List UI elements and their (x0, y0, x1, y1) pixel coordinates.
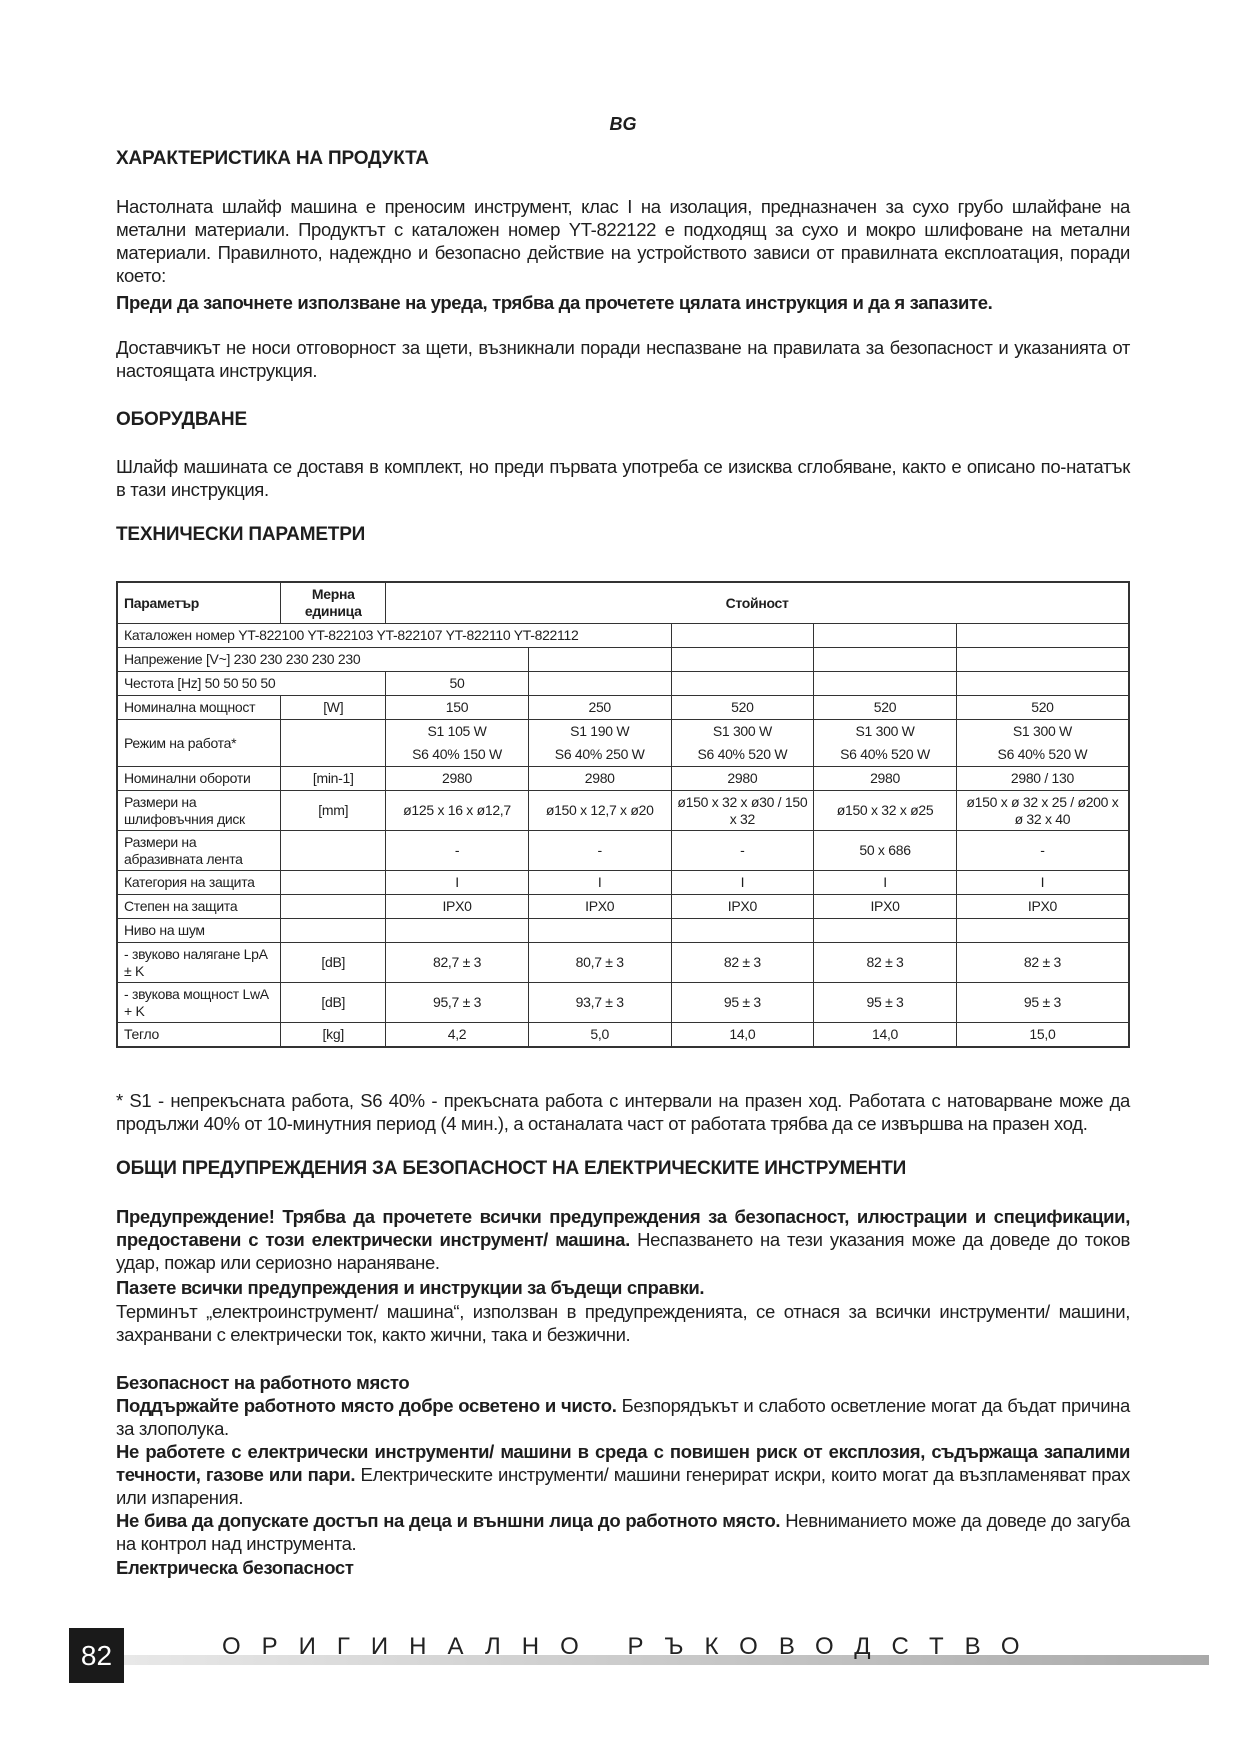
section-title-technical: ТЕХНИЧЕСКИ ПАРАМЕТРИ (116, 524, 366, 545)
mode-s6: S6 40% 150 W (412, 746, 502, 762)
rpm-cell: 2980 (671, 767, 814, 791)
table-row (117, 1023, 1129, 1048)
belt-cell: - (956, 831, 1129, 871)
class-cell: I (956, 871, 1129, 895)
characteristics-text: Настолната шлайф машина е преносим инструмент, клас I на изолация, предназначен за сухо грубо шлайфане на метални материали. Продуктът с каталожен номер YT-822122 е подходящ за сухо и мокро шлифоване на метални материали. Правилното, надеждно и безопасно действие на устройството зависи от правилната експлоатация, поради което: (116, 196, 1130, 286)
weight-label: Тегло (117, 1023, 281, 1048)
equipment-text: Шлайф машината се доставя в комплект, но преди първата употреба се изисква сглобяване, както е описано по-нататък в тази инструкция. (116, 456, 1130, 500)
pressure-cell: 80,7 ± 3 (528, 943, 671, 983)
belt-cell: 50 x 686 (814, 831, 957, 871)
belt-cell: - (386, 831, 529, 871)
workplace-item-3 (116, 1509, 1130, 1555)
sound-power-cell: 95 ± 3 (814, 983, 957, 1023)
term-text: Терминът „електроинструмент/ машина“, използван в предупрежденията, се отнася за всички инструменти/ машини, захранвани с електрически ток, както жични, така и безжични. (116, 1301, 1130, 1345)
electrical-safety-title: Електрическа безопасност (116, 1557, 354, 1578)
disc-cell: ø150 x 12,7 x ø20 (528, 791, 671, 831)
table-header-row (117, 582, 1129, 624)
table-row (117, 720, 1129, 767)
table-row (117, 943, 1129, 983)
mode-s1: S1 105 W (427, 723, 487, 739)
power-cell: 520 (671, 696, 814, 720)
read-instruction-note: Преди да започнете използване на уреда, трябва да прочетете цялата инструкция и да я запазите. (116, 292, 993, 313)
ip-cell: IPX0 (814, 895, 957, 919)
class-label: Категория на защита (117, 871, 281, 895)
workplace-3-bold: Не бива да допускате достъп на деца и външни лица до работното място. (116, 1510, 781, 1531)
sound-power-cell: 95 ± 3 (671, 983, 814, 1023)
frequency-value: 50 (386, 672, 529, 696)
mode-s1: S1 300 W (1012, 723, 1072, 739)
power-cell: 520 (956, 696, 1129, 720)
workplace-item-1 (116, 1394, 1130, 1440)
rpm-label: Номинални обороти (117, 767, 281, 791)
weight-cell: 4,2 (386, 1023, 529, 1048)
language-code: BG (609, 114, 637, 134)
belt-cell: - (671, 831, 814, 871)
sound-power-unit: [dB] (281, 983, 386, 1023)
header-parameter: Параметър (117, 582, 281, 624)
class-cell: I (814, 871, 957, 895)
table-row (117, 983, 1129, 1023)
class-cell: I (671, 871, 814, 895)
belt-label: Размери на абразивната лента (117, 831, 281, 871)
class-cell: I (386, 871, 529, 895)
ip-cell: IPX0 (956, 895, 1129, 919)
workplace-item-2 (116, 1440, 1130, 1509)
disc-cell: ø150 x 32 x ø25 (814, 791, 957, 831)
keep-warnings: Пазете всички предупреждения и инструкции за бъдещи справки. (116, 1277, 705, 1298)
weight-cell: 15,0 (956, 1023, 1129, 1048)
section-title-equipment: ОБОРУДВАНЕ (116, 409, 247, 430)
pressure-unit: [dB] (281, 943, 386, 983)
noise-label: Ниво на шум (117, 919, 281, 943)
weight-cell: 14,0 (671, 1023, 814, 1048)
footnote: * S1 - непрекъсната работа, S6 40% - прекъсната работа с интервали на празен ход. Работата с натоварване може да продължи 40% от 10-минутния период (4 мин.), а останалата част от работата трябва да се извършва на празен ход. (116, 1090, 1130, 1134)
sound-power-cell: 95,7 ± 3 (386, 983, 529, 1023)
rpm-cell: 2980 (386, 767, 529, 791)
workplace-2-bold: Не работете с електрически инструменти/ машини в среда с повишен риск от експлозия, съдържаща запалими течности, газове или пари. (116, 1441, 1130, 1485)
workplace-2-rest: Електрическите инструменти/ машини генерират искри, които могат да възпламеняват прах или изпарения. (116, 1464, 1130, 1508)
footer-title: ОРИГИНАЛНО РЪКОВОДСТВО (222, 1633, 1041, 1660)
table-row (117, 767, 1129, 791)
disc-cell: ø125 x 16 x ø12,7 (386, 791, 529, 831)
table-row (117, 672, 1129, 696)
disc-label: Размери на шлифовъчния диск (117, 791, 281, 831)
workplace-3-rest: Невниманието може да доведе до загуба на контрол над инструмента. (116, 1510, 1130, 1554)
weight-unit: [kg] (281, 1023, 386, 1048)
voltage-row-text: Напрежение [V~] 230 230 230 230 230 (117, 648, 528, 672)
liability-text: Доставчикът не носи отговорност за щети, възникнали поради неспазване на правилата за безопасност и указанията от настоящата инструкция. (116, 337, 1130, 381)
table-row (117, 648, 1129, 672)
table-row (117, 831, 1129, 871)
power-cell: 150 (386, 696, 529, 720)
workplace-title: Безопасност на работното място (116, 1372, 410, 1393)
rpm-cell: 2980 / 130 (956, 767, 1129, 791)
mode-cell (528, 720, 671, 767)
belt-cell: - (528, 831, 671, 871)
ip-label: Степен на защита (117, 895, 281, 919)
disc-cell: ø150 x 32 x ø30 / 150 x 32 (671, 791, 814, 831)
power-label: Номинална мощност (117, 696, 281, 720)
section-title-safety: ОБЩИ ПРЕДУПРЕЖДЕНИЯ ЗА БЕЗОПАСНОСТ НА ЕЛЕКТРИЧЕСКИТЕ ИНСТРУМЕНТИ (116, 1158, 907, 1179)
table-row (117, 895, 1129, 919)
class-cell: I (528, 871, 671, 895)
mode-s6: S6 40% 520 W (997, 746, 1088, 762)
warning-bold: Предупреждение! Трябва да прочетете всички предупреждения за безопасност, илюстрации и спецификации, предоставени с този електрически инструмент/ машина. (116, 1206, 1130, 1250)
workplace-1-rest: Безпорядъкът и слабото осветление могат да бъдат причина за злополука. (116, 1395, 1130, 1439)
technical-parameters-table (116, 581, 1130, 1048)
catalog-row-text: Каталожен номер YT-822100 YT-822103 YT-822107 YT-822110 YT-822112 (117, 624, 671, 648)
mode-s1: S1 300 W (855, 723, 915, 739)
pressure-cell: 82 ± 3 (956, 943, 1129, 983)
header-unit: Мерна единица (281, 582, 386, 624)
table-row (117, 791, 1129, 831)
page-number: 82 (69, 1628, 124, 1683)
sound-power-cell: 93,7 ± 3 (528, 983, 671, 1023)
header-value: Стойност (386, 582, 1129, 624)
pressure-cell: 82 ± 3 (671, 943, 814, 983)
table-row (117, 919, 1129, 943)
mode-s1: S1 300 W (712, 723, 772, 739)
mode-s6: S6 40% 520 W (697, 746, 788, 762)
power-cell: 520 (814, 696, 957, 720)
table-row (117, 624, 1129, 648)
ip-cell: IPX0 (671, 895, 814, 919)
disc-unit: [mm] (281, 791, 386, 831)
warning-rest: Неспазването на тези указания може да доведе до токов удар, пожар или сериозно нараняване. (116, 1229, 1131, 1273)
warning-paragraph (116, 1205, 1130, 1274)
pressure-cell: 82,7 ± 3 (386, 943, 529, 983)
mode-s6: S6 40% 520 W (840, 746, 930, 762)
ip-cell: IPX0 (386, 895, 529, 919)
disc-cell: ø150 x ø 32 x 25 / ø200 x ø 32 x 40 (956, 791, 1129, 831)
mode-cell (956, 720, 1129, 767)
weight-cell: 5,0 (528, 1023, 671, 1048)
pressure-cell: 82 ± 3 (814, 943, 957, 983)
mode-s1: S1 190 W (570, 723, 630, 739)
sound-power-cell: 95 ± 3 (956, 983, 1129, 1023)
table-row (117, 696, 1129, 720)
power-cell: 250 (528, 696, 671, 720)
mode-cell (671, 720, 814, 767)
ip-cell: IPX0 (528, 895, 671, 919)
mode-label: Режим на работа* (117, 720, 281, 767)
mode-cell (386, 720, 529, 767)
mode-s6: S6 40% 250 W (554, 746, 645, 762)
rpm-cell: 2980 (814, 767, 957, 791)
weight-cell: 14,0 (814, 1023, 957, 1048)
power-unit: [W] (281, 696, 386, 720)
pressure-label: - звуково налягане LpA ± K (117, 943, 281, 983)
section-title-characteristics: ХАРАКТЕРИСТИКА НА ПРОДУКТА (116, 148, 429, 169)
table-row (117, 871, 1129, 895)
rpm-unit: [min-1] (281, 767, 386, 791)
frequency-row-text: Честота [Hz] 50 50 50 50 (117, 672, 386, 696)
workplace-1-bold: Поддържайте работното място добре осветено и чисто. (116, 1395, 617, 1416)
sound-power-label: - звукова мощност LwA + K (117, 983, 281, 1023)
rpm-cell: 2980 (528, 767, 671, 791)
mode-cell (814, 720, 957, 767)
